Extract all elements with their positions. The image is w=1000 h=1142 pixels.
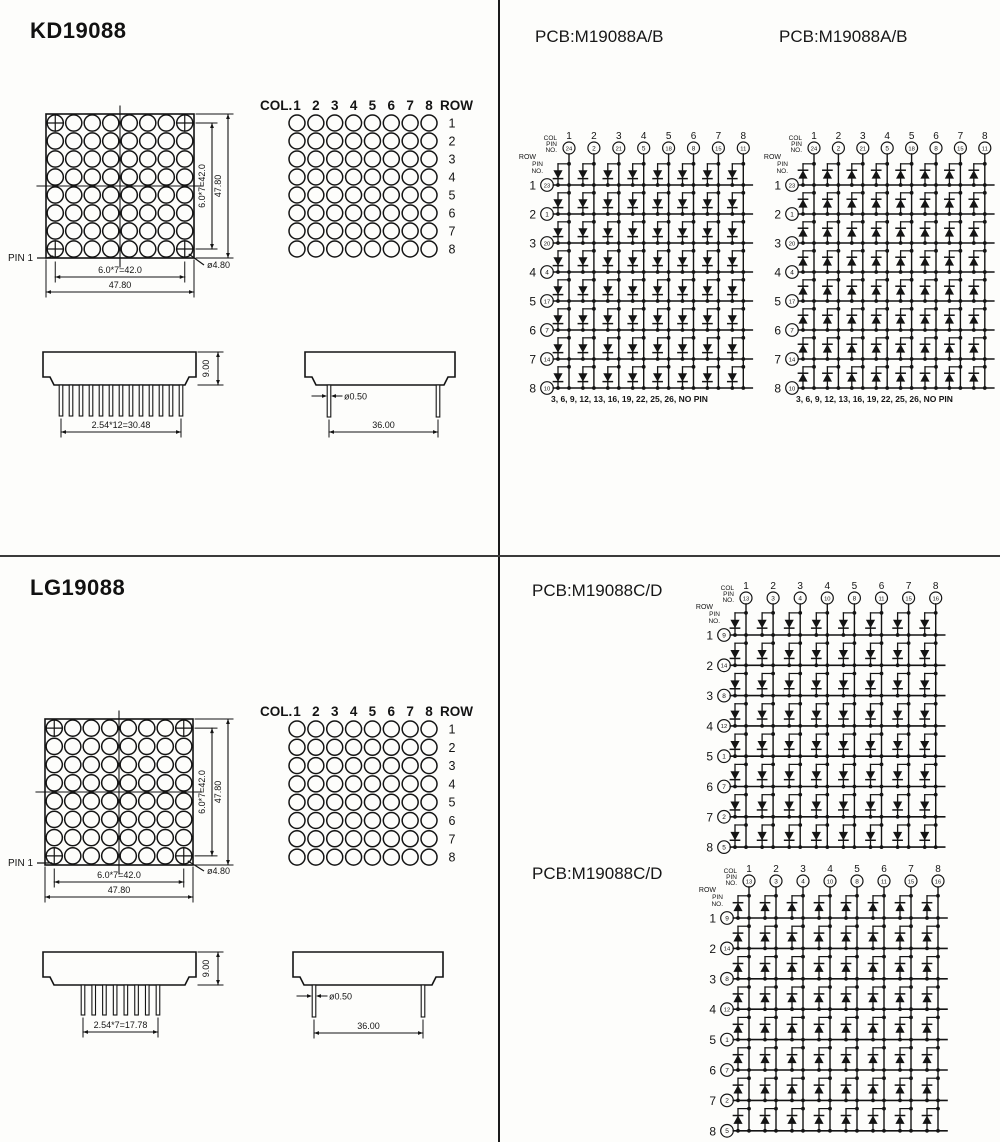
svg-text:7: 7 <box>790 327 794 335</box>
svg-text:8: 8 <box>448 242 456 257</box>
svg-text:ø4.80: ø4.80 <box>207 260 231 270</box>
svg-text:13: 13 <box>745 879 753 886</box>
svg-text:23: 23 <box>543 183 551 190</box>
svg-text:36.00: 36.00 <box>372 420 395 430</box>
KD19088-drawing <box>8 98 473 437</box>
svg-text:PIN: PIN <box>532 161 543 168</box>
svg-text:47.80: 47.80 <box>108 280 132 290</box>
svg-text:9.00: 9.00 <box>201 959 211 978</box>
svg-text:4: 4 <box>706 719 713 734</box>
svg-text:COL: COL <box>543 135 557 142</box>
svg-text:COL: COL <box>788 135 802 142</box>
svg-text:8: 8 <box>740 131 747 142</box>
svg-text:10: 10 <box>826 879 834 886</box>
svg-text:7: 7 <box>774 352 781 367</box>
svg-text:4: 4 <box>349 704 358 719</box>
pcb-cd-schematics <box>500 557 1000 1142</box>
svg-text:3: 3 <box>771 595 775 603</box>
svg-text:7: 7 <box>908 864 914 875</box>
svg-text:6: 6 <box>448 814 456 828</box>
svg-text:2: 2 <box>722 814 726 822</box>
svg-text:8: 8 <box>982 131 988 142</box>
pcb-title-cd-bottom: PCB:M19088C/D <box>532 864 663 883</box>
svg-text:8: 8 <box>425 704 433 719</box>
svg-text:2: 2 <box>774 207 781 222</box>
pcb-title-ab-left: PCB:M19088A/B <box>535 27 664 46</box>
svg-text:8: 8 <box>774 381 781 396</box>
svg-text:6: 6 <box>387 98 396 113</box>
svg-text:18: 18 <box>665 146 672 153</box>
svg-text:5: 5 <box>725 1128 729 1136</box>
svg-text:4: 4 <box>709 1002 716 1017</box>
svg-text:2.54*12=30.48: 2.54*12=30.48 <box>91 420 151 430</box>
svg-text:1: 1 <box>746 864 752 875</box>
svg-text:PIN 1: PIN 1 <box>8 858 34 869</box>
svg-text:4: 4 <box>545 269 549 277</box>
svg-text:2: 2 <box>835 131 842 142</box>
svg-text:4: 4 <box>801 878 805 886</box>
svg-text:1: 1 <box>743 581 749 592</box>
svg-text:10: 10 <box>543 386 551 393</box>
schematic-cd-column-anode <box>696 581 945 855</box>
svg-text:8: 8 <box>706 840 713 855</box>
svg-text:4: 4 <box>790 269 794 277</box>
svg-text:3: 3 <box>797 581 803 592</box>
svg-text:2.54*7=17.78: 2.54*7=17.78 <box>93 1020 148 1030</box>
svg-text:ROW: ROW <box>440 98 473 113</box>
svg-text:3: 3 <box>706 689 713 704</box>
svg-text:2: 2 <box>773 864 779 875</box>
svg-text:1: 1 <box>722 753 726 761</box>
svg-text:ROW: ROW <box>695 604 713 611</box>
svg-text:6: 6 <box>387 704 396 719</box>
schematic-cd-column-cathode <box>699 864 947 1138</box>
svg-text:3, 6, 9, 12, 13, 16, 19, 22, 2: 3, 6, 9, 12, 13, 16, 19, 22, 25, 26, NO PIN <box>551 394 708 404</box>
svg-text:4: 4 <box>448 170 456 185</box>
svg-text:14: 14 <box>543 357 551 364</box>
svg-text:4: 4 <box>529 265 536 280</box>
svg-text:12: 12 <box>723 1007 731 1014</box>
svg-text:6: 6 <box>774 323 781 338</box>
svg-text:17: 17 <box>543 299 551 306</box>
svg-text:10: 10 <box>824 596 831 603</box>
svg-text:5: 5 <box>529 294 536 309</box>
svg-text:1: 1 <box>709 911 716 926</box>
svg-text:23: 23 <box>788 183 796 190</box>
svg-text:NO.: NO. <box>790 147 802 154</box>
svg-text:7: 7 <box>709 1093 716 1108</box>
svg-text:ROW: ROW <box>440 704 473 719</box>
svg-text:9: 9 <box>722 632 726 640</box>
svg-text:2: 2 <box>591 131 597 142</box>
svg-text:5: 5 <box>908 131 915 142</box>
svg-text:4: 4 <box>448 777 456 792</box>
svg-text:3: 3 <box>448 152 456 167</box>
svg-text:PIN: PIN <box>546 141 557 148</box>
svg-text:17: 17 <box>788 299 796 306</box>
svg-text:1: 1 <box>725 1036 729 1044</box>
svg-text:6: 6 <box>709 1063 716 1078</box>
svg-text:6: 6 <box>706 780 713 794</box>
svg-text:9.00: 9.00 <box>201 359 211 378</box>
svg-text:NO.: NO. <box>531 168 543 175</box>
LG19088-drawing <box>8 704 473 1038</box>
svg-text:NO.: NO. <box>725 880 737 887</box>
svg-text:3: 3 <box>616 131 622 142</box>
svg-text:15: 15 <box>715 146 722 153</box>
svg-text:20: 20 <box>543 241 551 248</box>
svg-text:47.80: 47.80 <box>213 174 223 198</box>
svg-text:12: 12 <box>720 724 728 731</box>
svg-text:2: 2 <box>312 704 320 719</box>
svg-text:5: 5 <box>368 704 377 719</box>
svg-text:8: 8 <box>691 145 696 153</box>
svg-text:1: 1 <box>529 178 536 193</box>
svg-text:ROW: ROW <box>518 154 536 161</box>
svg-text:7: 7 <box>406 704 414 719</box>
svg-text:7: 7 <box>957 131 964 142</box>
svg-text:21: 21 <box>615 146 623 153</box>
svg-text:7: 7 <box>448 832 456 847</box>
svg-text:2: 2 <box>529 207 536 222</box>
svg-text:15: 15 <box>905 596 912 603</box>
svg-text:11: 11 <box>981 146 988 153</box>
svg-text:7: 7 <box>448 224 456 239</box>
svg-text:1: 1 <box>566 131 572 142</box>
svg-text:NO.: NO. <box>776 168 788 175</box>
svg-text:6.0*7=42.0: 6.0*7=42.0 <box>97 870 141 880</box>
svg-text:6: 6 <box>690 131 697 142</box>
schematic-ab-column-cathode <box>764 131 994 404</box>
svg-text:PIN: PIN <box>709 611 720 618</box>
svg-text:8: 8 <box>529 381 536 396</box>
svg-text:3: 3 <box>709 972 716 987</box>
kd-part-title: KD19088 <box>30 18 127 43</box>
svg-text:2: 2 <box>448 134 456 149</box>
svg-text:3: 3 <box>448 759 456 774</box>
svg-text:4: 4 <box>798 595 803 603</box>
svg-text:2: 2 <box>770 581 776 592</box>
svg-text:6.0*7=42.0: 6.0*7=42.0 <box>98 265 142 275</box>
svg-text:7: 7 <box>529 352 536 367</box>
svg-text:6: 6 <box>878 581 885 592</box>
svg-text:2: 2 <box>725 1097 729 1105</box>
svg-text:6.0*7=42.0: 6.0*7=42.0 <box>197 770 207 814</box>
svg-text:NO.: NO. <box>545 147 557 154</box>
svg-text:7: 7 <box>905 581 912 592</box>
svg-text:ø0.50: ø0.50 <box>329 991 353 1002</box>
pcb-title-cd-top: PCB:M19088C/D <box>532 581 663 600</box>
svg-text:4: 4 <box>774 265 781 280</box>
svg-text:13: 13 <box>742 596 750 603</box>
svg-text:3: 3 <box>529 236 536 251</box>
svg-text:24: 24 <box>810 146 818 153</box>
svg-text:1: 1 <box>448 116 456 131</box>
svg-text:2: 2 <box>836 145 841 153</box>
svg-text:5: 5 <box>448 795 456 810</box>
lg-part-title: LG19088 <box>30 575 126 600</box>
svg-text:4: 4 <box>349 98 358 113</box>
svg-text:2: 2 <box>709 941 716 956</box>
svg-text:7: 7 <box>406 98 414 113</box>
svg-text:6: 6 <box>881 864 887 875</box>
svg-text:8: 8 <box>852 595 857 603</box>
svg-text:5: 5 <box>722 844 726 852</box>
svg-text:1: 1 <box>790 211 794 219</box>
svg-text:1: 1 <box>811 131 817 142</box>
svg-text:COL.: COL. <box>260 98 293 113</box>
svg-text:ROW: ROW <box>763 154 781 161</box>
svg-text:8: 8 <box>722 692 726 700</box>
svg-text:7: 7 <box>715 131 722 142</box>
svg-text:5: 5 <box>706 749 713 764</box>
svg-text:NO.: NO. <box>722 597 734 604</box>
svg-text:11: 11 <box>880 879 888 886</box>
svg-text:5: 5 <box>774 294 781 309</box>
svg-text:2: 2 <box>312 98 320 113</box>
svg-text:4: 4 <box>884 131 890 142</box>
svg-text:5: 5 <box>368 98 377 113</box>
svg-text:6: 6 <box>529 323 536 338</box>
svg-text:14: 14 <box>788 357 796 364</box>
svg-text:NO.: NO. <box>708 618 720 625</box>
svg-text:6: 6 <box>933 131 939 142</box>
svg-text:ø0.50: ø0.50 <box>344 391 368 402</box>
kd-mechanical-drawing <box>0 0 500 555</box>
svg-text:5: 5 <box>665 131 672 142</box>
svg-text:PIN: PIN <box>791 141 802 148</box>
svg-text:1: 1 <box>293 98 301 113</box>
lg-mechanical-drawing <box>0 557 500 1142</box>
svg-text:5: 5 <box>854 864 860 875</box>
svg-text:ROW: ROW <box>698 887 716 894</box>
svg-text:7: 7 <box>545 327 549 335</box>
svg-text:8: 8 <box>725 976 729 984</box>
svg-text:6.0*7=42.0: 6.0*7=42.0 <box>197 164 207 208</box>
svg-text:24: 24 <box>565 146 573 153</box>
svg-text:14: 14 <box>723 946 731 953</box>
svg-text:COL.: COL. <box>260 704 293 719</box>
svg-text:18: 18 <box>908 146 915 153</box>
svg-text:3: 3 <box>800 864 806 875</box>
svg-text:6: 6 <box>448 206 456 221</box>
svg-text:PIN: PIN <box>712 894 723 901</box>
svg-text:3: 3 <box>860 131 866 142</box>
svg-text:8: 8 <box>935 864 941 875</box>
svg-text:36.00: 36.00 <box>357 1021 380 1031</box>
svg-text:8: 8 <box>934 145 938 153</box>
svg-text:PIN: PIN <box>777 161 788 168</box>
svg-text:4: 4 <box>640 131 647 142</box>
svg-text:ø4.80: ø4.80 <box>207 866 231 876</box>
svg-text:2: 2 <box>706 658 713 673</box>
svg-text:COL: COL <box>723 868 737 875</box>
svg-text:4: 4 <box>824 581 831 592</box>
svg-text:8: 8 <box>932 581 939 592</box>
svg-text:3, 6, 9, 12, 13, 16, 19, 22, 2: 3, 6, 9, 12, 13, 16, 19, 22, 25, 26, NO PIN <box>796 394 953 404</box>
svg-text:14: 14 <box>720 663 728 670</box>
svg-text:3: 3 <box>774 878 778 886</box>
svg-text:PIN: PIN <box>726 874 737 881</box>
svg-text:PIN 1: PIN 1 <box>8 253 34 264</box>
svg-text:1: 1 <box>545 211 549 219</box>
svg-text:3: 3 <box>774 236 781 251</box>
svg-text:8: 8 <box>425 98 433 113</box>
svg-text:9: 9 <box>725 915 729 923</box>
svg-text:NO.: NO. <box>711 901 723 908</box>
svg-text:1: 1 <box>706 628 713 643</box>
svg-text:5: 5 <box>641 145 646 153</box>
svg-text:8: 8 <box>855 878 859 886</box>
svg-text:3: 3 <box>330 98 339 113</box>
svg-text:15: 15 <box>907 879 915 886</box>
svg-text:11: 11 <box>878 596 885 603</box>
svg-text:7: 7 <box>722 783 726 791</box>
svg-text:1: 1 <box>448 722 456 737</box>
pcb-ab-schematics <box>500 0 1000 555</box>
svg-text:10: 10 <box>788 386 796 393</box>
svg-text:4: 4 <box>827 864 833 875</box>
svg-text:16: 16 <box>932 596 939 603</box>
svg-text:1: 1 <box>293 704 301 719</box>
svg-text:COL: COL <box>720 585 734 592</box>
svg-text:2: 2 <box>448 740 456 755</box>
svg-text:20: 20 <box>788 241 796 248</box>
svg-text:5: 5 <box>448 188 456 203</box>
svg-text:8: 8 <box>709 1124 716 1139</box>
svg-text:47.80: 47.80 <box>107 885 131 895</box>
svg-text:2: 2 <box>592 145 596 153</box>
svg-text:7: 7 <box>725 1067 729 1075</box>
svg-text:PIN: PIN <box>723 591 734 598</box>
svg-text:5: 5 <box>709 1033 716 1048</box>
svg-text:21: 21 <box>859 146 867 153</box>
svg-text:1: 1 <box>774 178 781 193</box>
svg-text:11: 11 <box>740 146 747 153</box>
svg-text:5: 5 <box>851 581 858 592</box>
svg-text:3: 3 <box>330 704 339 719</box>
svg-text:7: 7 <box>706 810 713 825</box>
pcb-title-ab-right: PCB:M19088A/B <box>779 27 908 46</box>
svg-text:5: 5 <box>885 145 890 153</box>
schematic-ab-column-anode <box>519 131 752 404</box>
svg-text:47.80: 47.80 <box>213 780 223 804</box>
svg-text:15: 15 <box>957 146 964 153</box>
svg-text:8: 8 <box>448 850 456 865</box>
svg-text:16: 16 <box>934 879 942 886</box>
